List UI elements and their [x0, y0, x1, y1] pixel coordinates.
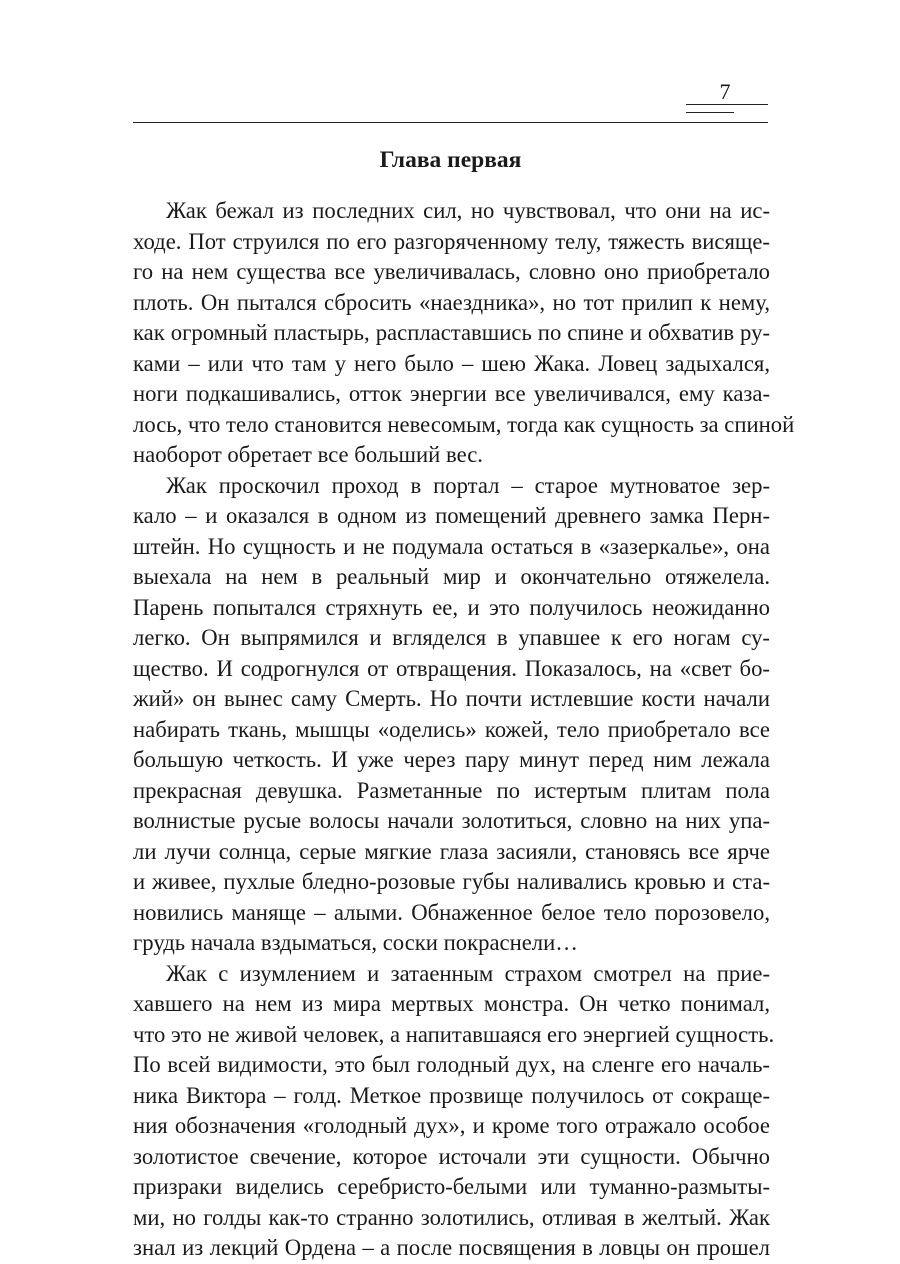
header-rule-main: [133, 122, 768, 123]
text-line: грудь начала вздыматься, соски покраснели…: [133, 930, 578, 955]
text-line: легко. Он выпрямился и вгляделся в упавшее к его ногам су-: [133, 625, 770, 650]
text-line: призраки виделись серебристо-белыми или туманно-размыты-: [133, 1174, 770, 1199]
text-line: ли лучи солнца, серые мягкие глаза засияли, становясь все ярче: [133, 838, 770, 864]
body-text: [133, 196, 795, 1264]
text-line: выехала на нем в реальный мир и окончательно отяжелела.: [133, 564, 770, 589]
text-line: как огромный пластырь, распластавшись по спине и обхватив ру-: [133, 320, 770, 345]
text-line: что это не живой человек, а напитавшаяся его энергией сущность.: [133, 1021, 775, 1047]
text-line: Жак с изумлением и затаенным страхом смотрел на прие-: [166, 960, 770, 986]
page-number: 7: [719, 79, 731, 104]
text-line: наоборот обретает все больший вес.: [133, 442, 483, 467]
text-line: лось, что тело становится невесомым, тогда как сущность за спиной: [133, 411, 795, 437]
text-line: щество. И содрогнулся от отвращения. Показалось, на «свет бо-: [133, 655, 770, 681]
text-line: ника Виктора – голд. Меткое прозвище получилось от сокраще-: [133, 1082, 770, 1108]
text-line: волнистые русые волосы начали золотиться, словно на них упа-: [133, 808, 770, 833]
text-line: Парень попытался стряхнуть ее, и это получилось неожиданно: [133, 594, 770, 620]
text-line: ния обозначения «голодный дух», и кроме того отражало особое: [133, 1113, 770, 1138]
text-line: знал из лекций Ордена – а после посвящения в ловцы он прошел: [133, 1235, 770, 1260]
text-line: Жак бежал из последних сил, но чувствовал, что они на ис-: [166, 198, 770, 223]
text-line: большую четкость. И уже через пару минут перед ним лежала: [133, 747, 770, 772]
text-line: ми, но голды как-то странно золотились, отливая в желтый. Жак: [133, 1204, 770, 1230]
text-line: ками – или что там у него было – шею Жака. Ловец задыхался,: [133, 350, 770, 376]
header-rule-short: [686, 112, 734, 113]
text-line: и живее, пухлые бледно-розовые губы наливались кровью и ста-: [133, 869, 770, 894]
text-line: Жак проскочил проход в портал – старое мутноватое зер-: [166, 472, 770, 498]
text-line: ходе. Пот струился по его разгоряченному телу, тяжесть висяще-: [133, 228, 770, 254]
paragraph: [133, 471, 770, 959]
text-line: По всей видимости, это был голодный дух, на сленге его началь-: [133, 1052, 770, 1077]
paragraph: [133, 959, 775, 1264]
text-line: золотистое свечение, которое источали эти сущности. Обычно: [133, 1143, 770, 1169]
text-line: кало – и оказался в одном из помещений древнего замка Перн-: [133, 503, 770, 528]
chapter-title: Глава первая: [379, 147, 522, 173]
text-line: штейн. Но сущность и не подумала остаться в «зазеркалье», она: [133, 533, 770, 559]
text-line: ноги подкашивались, отток энергии все увеличивался, ему каза-: [133, 381, 770, 406]
text-line: новились маняще – алыми. Обнаженное белое тело порозовело,: [133, 899, 770, 925]
text-line: хавшего на нем из мира мертвых монстра. Он четко понимал,: [133, 991, 770, 1016]
text-line: прекрасная девушка. Разметанные по истертым плитам пола: [133, 777, 770, 803]
text-line: плоть. Он пытался сбросить «наездника», но тот прилип к нему,: [133, 289, 770, 315]
text-line: жий» он вынес саму Смерть. Но почти истлевшие кости начали: [133, 686, 770, 711]
header-rule-top: [686, 104, 768, 105]
text-line: го на нем существа все увеличивалась, словно оно приобретало: [133, 259, 770, 284]
text-line: набирать ткань, мышцы «оделись» кожей, тело приобретало все: [133, 716, 770, 742]
paragraph: [133, 196, 795, 471]
